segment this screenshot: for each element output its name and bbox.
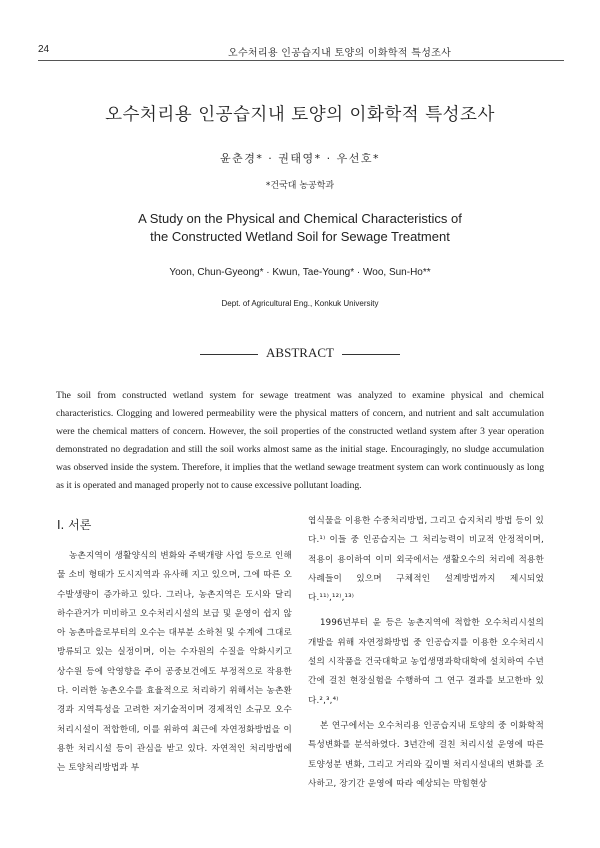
paper-title-korean: 오수처리용 인공습지내 토양의 이화학적 특성조사 xyxy=(105,105,495,125)
left-column xyxy=(57,512,292,779)
authors-english: Yoon, Chun-Gyeong* · Kwun, Tae-Young* · Woo, Sun-Ho** xyxy=(169,267,431,278)
affiliation-korean: *건국대 농공학과 xyxy=(265,181,335,191)
intro-paragraph-1: 농촌지역이 생활양식의 변화와 주택개량 사업 등으로 인해 물 소비 형태가 도시지역과 유사해 지고 있으며, 그에 따른 오수발생량이 증가하고 있다. 그러나, 농촌지역은 도시와 달리 하수관거가 미비하고 오수처리시설의 보급 및 운영이 쉽지 않아 농촌마을로부터의 오수는 대부분 소하천 및 수계에 그대로 방류되고 있는 실정이며, 이는 수자원의 수질을 악화시키고 상수원 등에 악영향을 주어 공중보건에도 부정적으로 작용한다. 이러한 농촌오수를 효율적으로 처리하기 위해서는 농촌환경과 지역특성을 고려한 저기술적이며 경제적인 소규모 오수처리시설이 적합한데, 이를 위하여 최근에 자연정화방법을 이용한 처리시설 등이 관심을 받고 있다. 자연적인 처리방법에는 토양처리방법과 부 xyxy=(57,551,292,774)
affiliation-english: Dept. of Agricultural Eng., Konkuk University xyxy=(221,299,379,308)
abstract-rule-left xyxy=(200,354,258,355)
running-header xyxy=(38,44,564,61)
right-column xyxy=(308,512,544,794)
title-english-line-1: A Study on the Physical and Chemical Characteristics of xyxy=(138,211,462,226)
intro-paragraph-2: 1996년부터 윤 등은 농촌지역에 적합한 오수처리시설의 개발을 위해 자연정화방법 중 인공습지를 이용한 오수처리시설의 시작품을 건국대학교 농업생명과학대학에 설치하여 수년간에 걸친 현장실험을 수행하여 그 연구 결과를 보고한바 있다.²,³,⁴⁾ xyxy=(308,618,544,706)
abstract-heading-text: ABSTRACT xyxy=(266,345,334,360)
intro-paragraph-3: 본 연구에서는 오수처리용 인공습지내 토양의 중 이화학적 특성변화를 분석하였다. 3년간에 걸친 처리시설 운영에 따른 토양성분 변화, 그리고 거리와 깊이별 처리시설내의 변화를 조사하고, 장기간 운영에 따라 예상되는 막힘현상 xyxy=(308,720,544,789)
abstract-heading xyxy=(0,345,600,361)
running-title: 오수처리용 인공습지내 토양의 이화학적 특성조사 xyxy=(228,48,452,59)
abstract-rule-right xyxy=(342,354,400,355)
title-english-line-2: the Constructed Wetland Soil for Sewage Treatment xyxy=(150,229,450,244)
intro-paragraph-1-continued: 엽식물을 이용한 수중처리방법, 그리고 습지처리 방법 등이 있다.¹⁾ 이들 중 인공습지는 그 처리능력이 비교적 안정적이며, 적용이 용이하여 이미 외국에서는 생활오수의 처리에 적용한 사례들이 있으며 구체적인 설계방법까지 제시되었다.¹¹⁾,¹²⁾,¹³⁾ xyxy=(308,516,544,604)
authors-korean: 윤춘경* · 권태영* · 우선호* xyxy=(219,152,381,165)
paper-title-english xyxy=(0,210,600,246)
abstract-body: The soil from constructed wetland system for sewage treatment was analyzed to examine physical and chemical characteristics. Clogging and lowered permeability were the physical matters of concern, and nutrient and salt accumulation were the chemical matters of concern. However, the soil properties of the constructed wetland system after 3 year operation demonstrated no degradation and still the soil works almost same as the initial stage. Encouragingly, no sludge accumulation was observed inside the system. Therefore, it implies that the wetland sewage treatment system can work continuously as long as it is operated and managed properly not to cause excessive pollutant loading. xyxy=(56,389,544,491)
page-number: 24 xyxy=(38,44,50,55)
section-heading-introduction: Ⅰ. 서론 xyxy=(57,518,92,532)
